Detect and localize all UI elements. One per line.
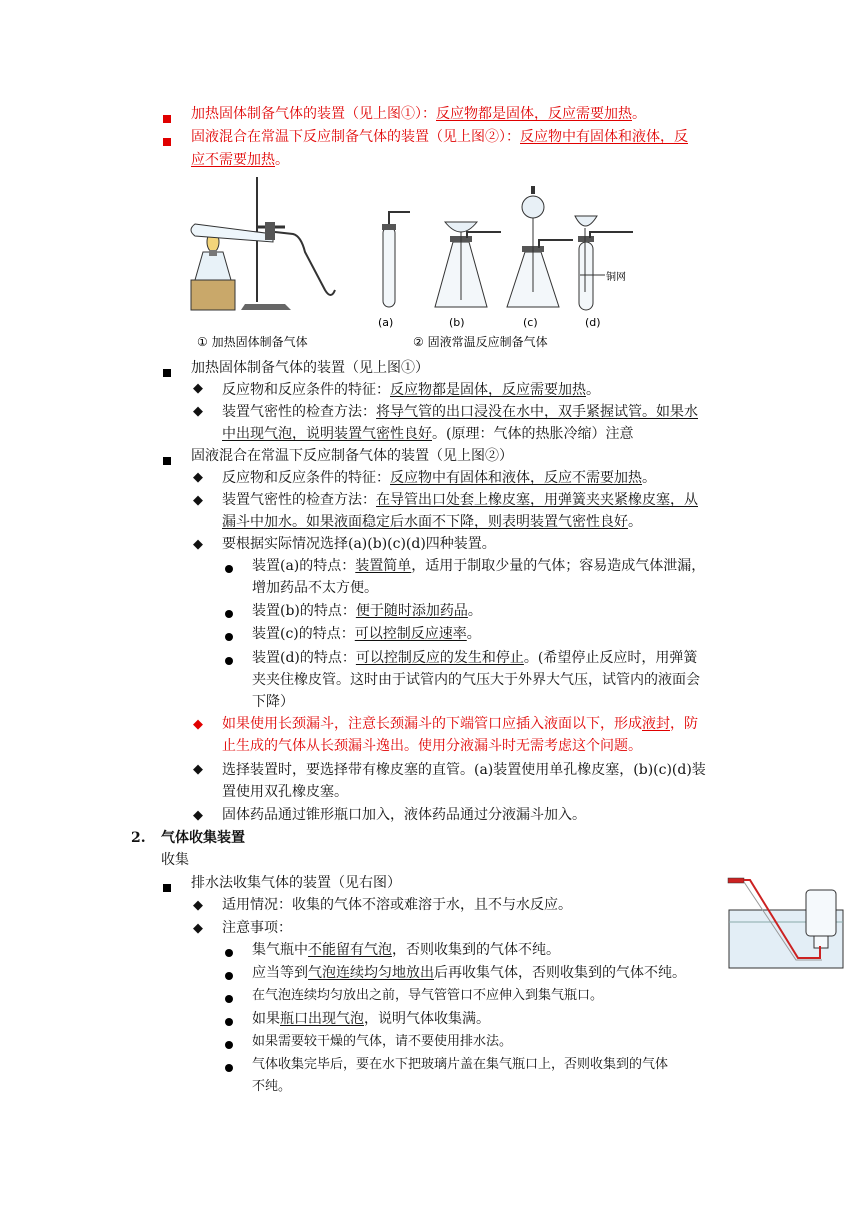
bullet-square-icon <box>163 369 171 377</box>
text-line: 集气瓶中不能留有气泡，否则收集到的气体不纯。 <box>252 942 560 958</box>
text-line: 止生成的气体从长颈漏斗逸出。使用分液漏斗时无需考虑这个问题。 <box>222 738 642 754</box>
text-line: 气体收集完毕后，要在水下把玻璃片盖在集气瓶口上，否则收集到的气体 <box>252 1057 669 1072</box>
label-a: (a) <box>378 316 394 329</box>
text-line: 选择装置时，要选择带有橡皮塞的直管。(a)装置使用单孔橡皮塞，(b)(c)(d)装 <box>222 762 706 778</box>
diamond-bullet-icon: ◆ <box>193 537 203 552</box>
dot-bullet-icon <box>225 1064 233 1072</box>
dot-bullet-icon <box>225 565 233 573</box>
text-line: 装置(d)的特点：可以控制反应的发生和停止。(希望停止反应时，用弹簧 <box>252 650 698 666</box>
bullet-square-icon <box>163 457 171 465</box>
diamond-bullet-icon: ◆ <box>193 470 203 485</box>
section-number: 2. <box>131 830 146 846</box>
diamond-bullet-icon: ◆ <box>193 762 203 777</box>
section-heading: 加热固体制备气体的装置（见上图①） <box>191 360 429 376</box>
text-line: 注意事项： <box>222 920 292 936</box>
text-line: 增加药品不太方便。 <box>252 580 378 596</box>
text-line: 应当等到气泡连续均匀地放出后再收集气体，否则收集到的气体不纯。 <box>252 965 686 981</box>
text-line: 装置(b)的特点：便于随时添加药品。 <box>252 603 482 619</box>
label-d: (d) <box>585 316 601 329</box>
text-line: 装置气密性的检查方法：在导管出口处套上橡皮塞，用弹簧夹夹紧橡皮塞，从 <box>222 492 698 508</box>
text-line: 反应物和反应条件的特征：反应物中有固体和液体，反应不需要加热。 <box>222 470 656 486</box>
text-line: 漏斗中加水。如果液面稳定后水面不下降，则表明装置气密性良好。 <box>222 514 642 530</box>
section-heading: 固液混合在常温下反应制备气体的装置（见上图②） <box>191 448 513 464</box>
text-line: 装置气密性的检查方法：将导气管的出口浸没在水中，双手紧握试管。如果水 <box>222 404 698 420</box>
label-b: (b) <box>449 316 465 329</box>
diamond-bullet-icon: ◆ <box>193 921 203 936</box>
text-line: 中出现气泡，说明装置气密性良好。(原理：气体的热胀冷缩）注意 <box>222 426 634 442</box>
dot-bullet-icon <box>225 949 233 957</box>
dot-bullet-icon <box>225 610 233 618</box>
text-line: 如果需要较干燥的气体，请不要使用排水法。 <box>252 1034 513 1049</box>
text-line: 装置(c)的特点：可以控制反应速率。 <box>252 626 481 642</box>
text-line: 下降） <box>252 694 294 710</box>
diamond-bullet-icon: ◆ <box>193 404 203 419</box>
water-collection-figure <box>726 874 850 970</box>
text-line: 如果使用长颈漏斗，注意长颈漏斗的下端管口应插入液面以下，形成液封，防 <box>222 716 698 732</box>
text-line: 装置(a)的特点：装置简单，适用于制取少量的气体；容易造成气体泄漏， <box>252 558 706 574</box>
dot-bullet-icon <box>225 657 233 665</box>
diamond-bullet-icon: ◆ <box>193 808 203 823</box>
caption-1: ① 加热固体制备气体 <box>197 335 308 349</box>
text-line: 收集 <box>161 852 189 868</box>
diamond-bullet-icon: ◆ <box>193 717 203 732</box>
text-line: 加热固体制备气体的装置（见上图①）：反应物都是固体，反应需要加热。 <box>191 106 646 122</box>
text-line: 适用情况：收集的气体不溶或难溶于水，且不与水反应。 <box>222 897 572 913</box>
text-line: 反应物和反应条件的特征：反应物都是固体，反应需要加热。 <box>222 382 600 398</box>
text-line: 置使用双孔橡皮塞。 <box>222 784 348 800</box>
dot-bullet-icon <box>225 995 233 1003</box>
label-c: (c) <box>523 316 538 329</box>
bullet-square-icon <box>163 884 171 892</box>
dot-bullet-icon <box>225 1041 233 1049</box>
bullet-square-icon <box>163 138 171 146</box>
dot-bullet-icon <box>225 972 233 980</box>
bullet-square-icon <box>163 115 171 123</box>
section-heading: 排水法收集气体的装置（见右图） <box>191 875 401 891</box>
dot-bullet-icon <box>225 633 233 641</box>
text-line: 固液混合在常温下反应制备气体的装置（见上图②）：反应物中有固体和液体，反 <box>191 129 688 145</box>
text-line: 在气泡连续均匀放出之前，导气管管口不应伸入到集气瓶口。 <box>252 988 604 1003</box>
section-title: 气体收集装置 <box>161 830 245 846</box>
diamond-bullet-icon: ◆ <box>193 898 203 913</box>
diamond-bullet-icon: ◆ <box>193 381 203 396</box>
diamond-bullet-icon: ◆ <box>193 493 203 508</box>
dot-bullet-icon <box>225 1018 233 1026</box>
apparatus-figure <box>185 172 650 352</box>
caption-2: ② 固液常温反应制备气体 <box>413 335 548 349</box>
text-line: 夹夹住橡皮管。这时由于试管内的气压大于外界大气压，试管内的液面会 <box>252 672 700 688</box>
text-line: 不纯。 <box>252 1079 292 1094</box>
text-line: 固体药品通过锥形瓶口加入，液体药品通过分液漏斗加入。 <box>222 807 586 823</box>
label-mesh: 铜网 <box>606 272 626 283</box>
text-line: 如果瓶口出现气泡，说明气体收集满。 <box>252 1011 490 1027</box>
text-line: 要根据实际情况选择(a)(b)(c)(d)四种装置。 <box>222 536 496 552</box>
text-line: 应不需要加热。 <box>191 152 289 168</box>
